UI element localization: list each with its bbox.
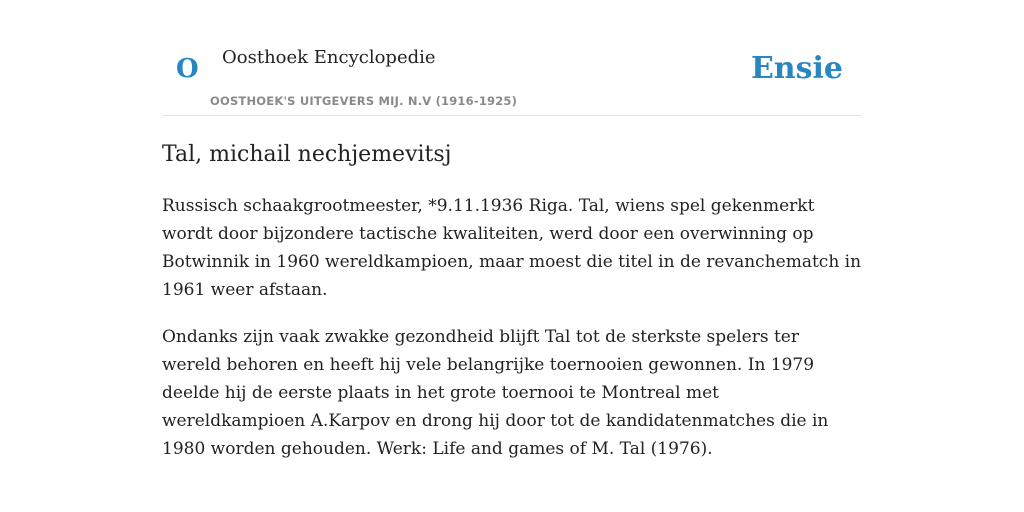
source-logo[interactable]: O — [176, 54, 199, 84]
source-publisher: OOSTHOEK'S UITGEVERS MIJ. N.V (1916-1925) — [210, 94, 518, 108]
source-title-link[interactable]: Oosthoek Encyclopedie — [222, 47, 436, 68]
entry-body — [162, 192, 862, 463]
entry-title: Tal, michail nechjemevitsj — [162, 142, 452, 167]
source-header — [162, 44, 862, 116]
page — [162, 0, 862, 463]
ensie-logo-link[interactable]: Ensie — [750, 51, 843, 86]
entry-paragraph: Russisch schaakgrootmeester, *9.11.1936 Riga. Tal, wiens spel gekenmerkt wordt door bijzondere tactische kwaliteiten, werd door een overwinning op Botwinnik in 1960 wereldkampioen, maar moest die titel in de revanchematch in 1961 weer afstaan. — [162, 196, 862, 300]
entry-paragraph: Ondanks zijn vaak zwakke gezondheid blijft Tal tot de sterkste spelers ter wereld behoren en heeft hij vele belangrijke toernooien gewonnen. In 1979 deelde hij de eerste plaats in het grote toernooi te Montreal met wereldkampioen A.Karpov en drong hij door tot de kandidatenmatches die in 1980 worden gehouden. Werk: Life and games of M. Tal (1976). — [162, 327, 829, 459]
